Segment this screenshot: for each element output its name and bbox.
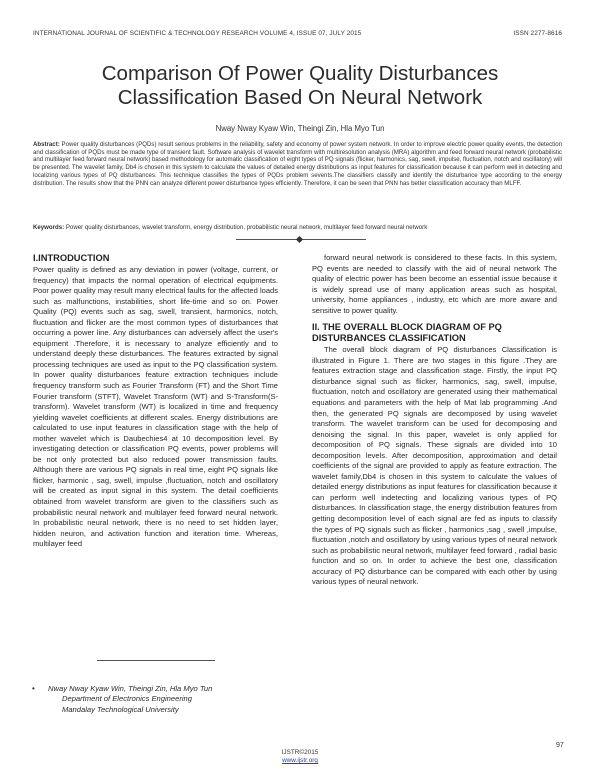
abstract-text: Power quality disturbances (PQDs) result serious problems in the reliability, safety and economy of power system network. In order to improve electric power quality events, the detection and classification of PQDs must be made type of transient fault. Software analysis of wavelet transform with multiresolution analysis (MRA) algorithm and feed forward neural network (probabilistic and multilayer feed forward neural network) based methodology for automatic classification of eight types of PQ signals (flicker, harmonics, sag, swell, impulse, fluctuation, notch and oscillatory) will be presented. The wavelet family, Db4 is chosen in this system to calculate the values of detailed energy distributions as input features for classification because it can perform well in detecting and localizing various types of PQ disturbances. This technique classifies the types of PQDs problem sevents.The classifiers classify and identify the disturbance type according to the energy distribution. The results show that the PNN can analyze different power disturbance types efficiently. Therefore, it can be seen that PNN has better classification accuracy than MLFF.	[33, 141, 562, 187]
abstract	[33, 141, 562, 187]
abstract-label: Abstract:	[33, 141, 60, 148]
intro-paragraph: Power quality is defined as any deviation in power (voltage, current, or frequency) that impacts the normal operation of electrical equipments. Poor power quality may result many electrical faults for the affected loads such as malfunctions, instabilities, short life-time and so on. Power Quality (PQ) events such as sag, swell, transient, harmonics, notch, fluctuation and flicker are the most common types of disturbances that occurring a power line. Any disturbances can adversely affect the user's equipment .Therefore, it is necessary to analyze efficiently and to understand deeply these disturbances. The features extracted by signal processing techniques are used as input to the PQ classification system. In power quality disturbances feature extraction techniques include frequency transform such as Fourier Transform (FT) and the Short Time Fourier transform (STFT), Wavelet Transform (WT) and S-Transform(S-transform). Wavelet transform (WT) is localized in time and frequency yielding wavelet coefficients at different scales. Energy distributions are calculated to use input features in classification stage with the help of mother wavelet which is Daubechies4 at 10 decomposition level. By investigating detection or classification PQ events, power problems will be not only protected but also reduced power transmission faults. Although there are various PQ signals in real time, eight PQ signals like flicker, harmonic , sag, swell, impulse ,fluctuation, notch and oscillatory will be created as input signal in this system. The detail coefficients obtained from wavelet transform are given to the classifiers such as probabilistic neural network and multilayer feed forward neural network. In probabilistic neural network, there is no need to set hidden layer, hidden neuron, and activation function and iteration time. Whereas, multilayer feed	[33, 265, 278, 549]
footnote-university: Mandalay Technological University	[62, 704, 179, 714]
copyright-code: IJSTR©2015	[281, 749, 319, 756]
paper-title	[40, 62, 560, 110]
keywords-text: Power quality disturbances, wavelet transform, energy distribution, probabilistic neural network, multilayer feed forward neural network	[65, 224, 428, 231]
title-line-2: Classification Based On Neural Network	[117, 86, 483, 109]
journal-url-link[interactable]: www.ijstr.org	[282, 757, 318, 764]
title-line-1: Comparison Of Power Quality Disturbances	[101, 62, 499, 85]
footnote-department: Department of Electronics Engineering	[62, 694, 193, 704]
section2-paragraph: The overall block diagram of PQ disturbances Classification is illustrated in Figure 1. There are two stages in this figure .They are features extraction stage and classification stage. Firstly, the input PQ disturbance signal such as flicker, harmonics, sag, swell, impulse, fluctuation, notch and oscillatory are generated using their mathematical equations and parameters with the help of Mat lab programming .And then, the generated PQ signals are decomposed by using wavelet transform. The wavelet transform can be used for decomposing and denoising the signal. In this paper, wavelet is only applied for decomposition of PQ signals. These signals are divided into 10 decomposition levels. After decomposition, approximation and detail coefficients of the signal are provided to apply as feature extraction. The wavelet family,Db4 is chosen in this system to calculate the values of detailed energy distributions as input features for classification because it can perform well indetecting and localizing various types of PQ disturbances. In classification stage, the energy distribution features from getting decomposition level of each signal are fed as inputs to classify the types of PQ signals such as flicker , harmonics ,sag , swell ,impulse, fluctuation ,notch and oscillatory by using various types of neural network such as probabilistic neural network, multilayer feed forward , radial basic function and so on. In order to achieve the best one, classification accuracy of PQ disturbance can be compared with each other by using various types of neural network.	[312, 345, 557, 587]
footnote-names: Nway Nway Kyaw Win, Theingi Zin, Hla Myo Tun	[48, 684, 213, 693]
author-affiliation-footnote	[32, 684, 213, 715]
keywords	[33, 224, 562, 232]
section-divider	[236, 236, 366, 244]
right-column	[312, 253, 557, 588]
section2-heading-line-1: II. THE OVERALL BLOCK DIAGRAM OF PQ	[312, 322, 502, 333]
bullet-icon: •	[32, 684, 35, 693]
footnote-rule	[97, 660, 215, 661]
page-footer	[0, 749, 600, 765]
intro-heading: I.INTRODUCTION	[33, 253, 110, 263]
intro-continuation: forward neural network is considered to these facts. In this system, PQ events are needed to classify with the aid of neural network The quality of electric power has been become an essential issue because it is widely spread use of many application areas such as hospital, university, home appliances , industry, etc which are more aware and sensitive to power quality.	[312, 253, 557, 315]
page-number: 97	[556, 742, 564, 749]
issn: ISSN 2277-8616	[513, 30, 562, 37]
running-header	[33, 30, 562, 37]
author-list: Nway Nway Kyaw Win, Theingi Zin, Hla Myo Tun	[215, 124, 385, 133]
left-column	[33, 253, 278, 550]
diamond-ornament-icon	[296, 236, 303, 243]
section2-heading	[312, 322, 557, 344]
journal-name: INTERNATIONAL JOURNAL OF SCIENTIFIC & TECHNOLOGY RESEARCH VOLUME 4, ISSUE 07, JULY 2015	[33, 30, 362, 37]
keywords-label: Keywords:	[33, 224, 65, 231]
section2-heading-line-2: DISTURBANCES CLASSIFICATION	[312, 333, 466, 344]
